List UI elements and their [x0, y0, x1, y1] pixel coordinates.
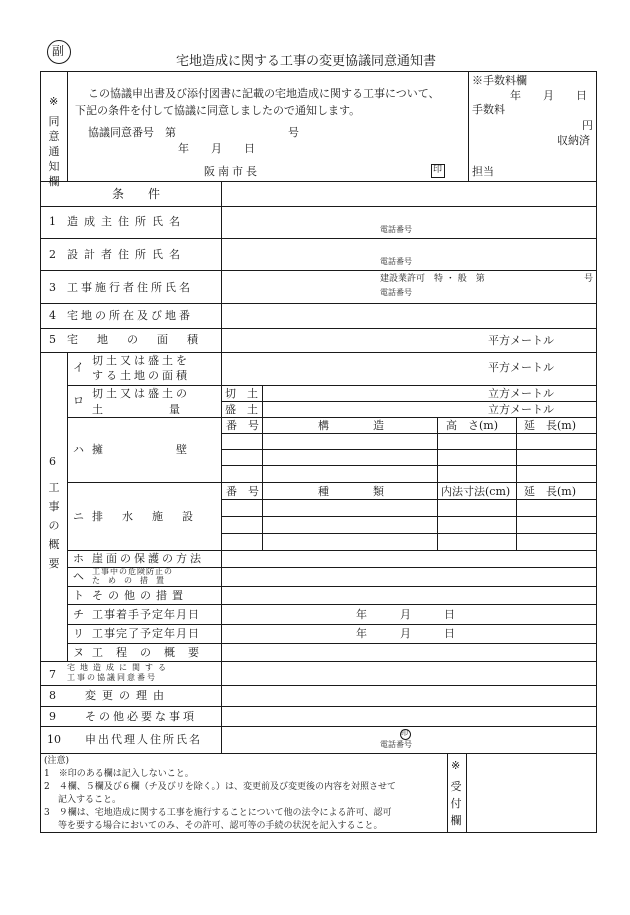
document-title: 宅地造成に関する工事の変更協議同意通知書 [176, 54, 437, 69]
row2-phone: 電話番号 [380, 257, 412, 266]
note-2b: 記入すること。 [58, 795, 122, 805]
work-ri-kana: リ [73, 627, 84, 640]
work-ho-kana: ホ [73, 552, 84, 565]
receipt-label: 受付欄 [450, 780, 462, 827]
row1-label: 造成主住所氏名 [67, 215, 186, 228]
row1-number: 1 [49, 215, 56, 228]
notice-mark: ※ [49, 95, 59, 108]
row3-phone: 電話番号 [380, 288, 412, 297]
work-ro-fill-unit: 立方メートル [488, 403, 554, 416]
copy-badge-text: 副 [52, 44, 65, 58]
row7-label-line1: 宅地造成に関する [67, 663, 171, 672]
row5-number: 5 [49, 333, 56, 346]
work-he-line1: 工事中の危険防止の [92, 567, 173, 576]
row10-seal: 印 [401, 729, 408, 737]
work-ro-line2: 土 量 [92, 403, 180, 416]
fee-date: 年 月 日 [510, 89, 587, 102]
row10-number: 10 [47, 733, 61, 746]
work-ro-line1: 切土又は盛土の [92, 387, 190, 400]
conditions-header: 条 件 [112, 187, 161, 201]
work-ni-label: 排 水 施 設 [92, 510, 197, 523]
row8-label: 変更の理由 [85, 689, 170, 702]
row4-number: 4 [49, 309, 56, 322]
row10-label: 申出代理人住所氏名 [85, 733, 202, 746]
work-to-label: その他の措置 [92, 589, 188, 602]
notice-date: 年 月 日 [178, 142, 255, 155]
work-ri-date: 年 月 日 [356, 627, 455, 640]
wall-col-number: 番 号 [226, 419, 259, 432]
row1-phone: 電話番号 [380, 225, 412, 234]
row3-license: 建設業許可 特 ・ 般 第 [380, 274, 485, 284]
row5-unit: 平方メートル [488, 334, 554, 347]
row2-number: 2 [49, 248, 56, 261]
wall-col-height: 高 さ(m) [446, 419, 499, 432]
notice-text-line1: この協議申出書及び添付図書に記載の宅地造成に関する工事について、 [88, 87, 440, 100]
notes-header: (注意) [44, 756, 70, 766]
row2-label: 設計者住所氏名 [67, 248, 186, 261]
wall-col-structure: 構 造 [318, 419, 384, 432]
work-ha-label: 擁 壁 [92, 443, 188, 456]
issuer-name: 阪南市長 [204, 165, 260, 178]
row8-number: 8 [49, 689, 56, 702]
note-2a: 2 ４欄、５欄及び６欄（チ及びリを除く。）は、変更前及び変更後の内容を対照させて [44, 782, 397, 792]
work-chi-kana: チ [73, 608, 84, 621]
row6-side-label: 工事の概要 [48, 481, 60, 570]
work-ro-kana: ロ [73, 394, 84, 407]
wall-col-length: 延 長(m) [524, 419, 577, 432]
work-i-unit: 平方メートル [488, 361, 554, 374]
drain-col-length: 延 長(m) [524, 485, 577, 498]
row6-number: 6 [49, 455, 56, 468]
agreement-number-label: 協議同意番号 第 [88, 126, 176, 139]
work-ro-fill: 盛 土 [225, 403, 258, 416]
work-nu-kana: ヌ [73, 646, 84, 659]
notice-text-line2: 下記の条件を付して協議に同意しましたので通知します。 [75, 104, 361, 117]
work-nu-label: 工 程 の 概 要 [92, 646, 200, 659]
work-ho-label: 崖面の保護の方法 [92, 552, 204, 565]
notice-side-label: 同意通知欄 [48, 115, 60, 188]
row4-label: 宅地の所在及び地番 [67, 309, 193, 322]
work-i-line2: する土地の面積 [92, 369, 190, 382]
work-to-kana: ト [73, 589, 84, 602]
note-1: 1 ※印のある欄は記入しないこと。 [44, 769, 194, 779]
note-3b: 等を要する場合においてのみ、その許可、認可等の手続の状況を記入すること。 [58, 821, 383, 831]
work-he-kana: ヘ [73, 570, 84, 583]
work-ro-cut-unit: 立方メートル [488, 387, 554, 400]
drain-col-width: 内法寸法(cm) [441, 485, 511, 498]
row5-label: 宅 地 の 面 積 [67, 333, 202, 346]
fee-staff: 担当 [472, 165, 494, 178]
work-ro-cut: 切 土 [225, 387, 258, 400]
drain-col-type: 種 類 [318, 485, 384, 498]
work-he-line2: た め の 措 置 [92, 576, 164, 585]
work-i-line1: 切土又は盛土を [92, 354, 190, 367]
drain-col-number: 番 号 [226, 485, 259, 498]
work-chi-label: 工事着手予定年月日 [92, 608, 200, 621]
row3-license-suffix: 号 [584, 274, 594, 284]
fee-header: ※手数料欄 [472, 74, 527, 87]
fee-label: 手数料 [472, 103, 505, 116]
work-i-kana: イ [73, 361, 84, 374]
receipt-mark: ※ [451, 759, 461, 772]
row3-label: 工事施行者住所氏名 [67, 281, 193, 294]
issuer-seal: 印 [433, 165, 443, 175]
row3-number: 3 [49, 281, 56, 294]
fee-paid: 収納済 [557, 134, 590, 147]
row7-label-line2: 工事の協議同意番号 [67, 673, 157, 682]
work-chi-date: 年 月 日 [356, 608, 455, 621]
row9-label: その他必要な事項 [85, 710, 197, 723]
note-3a: 3 ９欄は、宅地造成に関する工事を施行することについて他の法令による許可、認可 [44, 808, 392, 818]
work-ha-kana: ハ [73, 443, 84, 456]
agreement-number-suffix: 号 [288, 126, 299, 139]
row10-phone: 電話番号 [380, 740, 412, 749]
fee-yen: 円 [582, 119, 593, 132]
work-ni-kana: ニ [73, 510, 84, 523]
row7-number: 7 [49, 668, 56, 681]
work-ri-label: 工事完了予定年月日 [92, 627, 200, 640]
row9-number: 9 [49, 710, 56, 723]
